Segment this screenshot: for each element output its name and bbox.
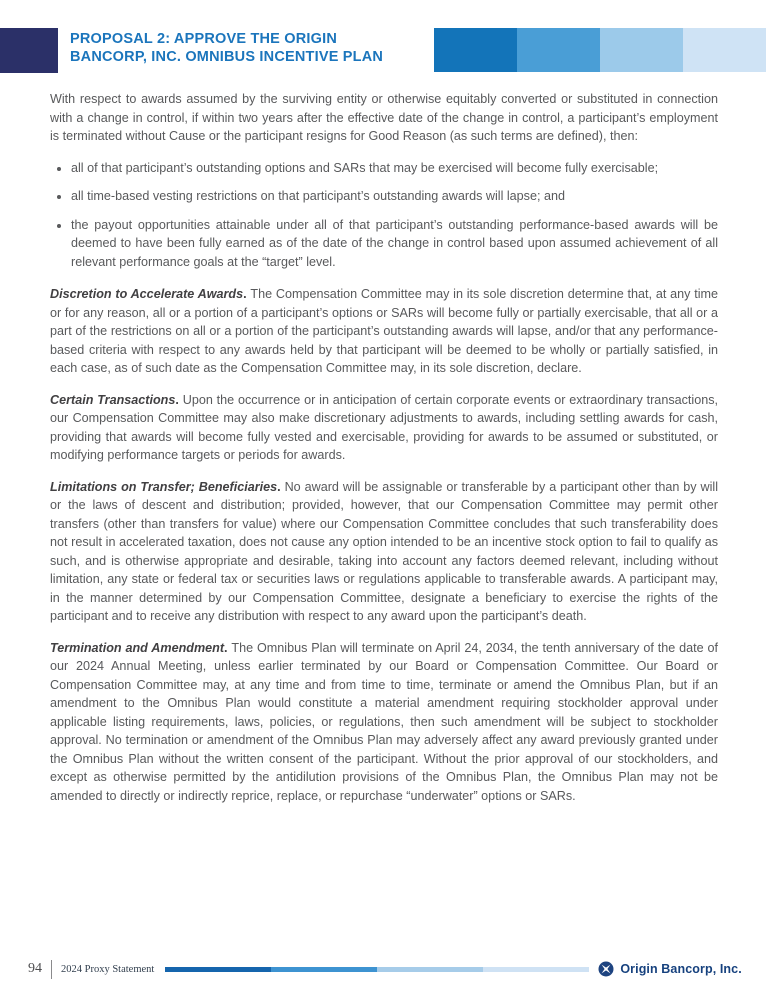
origin-pinwheel-circle-icon xyxy=(598,961,614,977)
paragraph-lead-period: . xyxy=(243,287,251,301)
bullet-text: all of that participant’s outstanding options and SARs that may be exercised will become fully exercisable; xyxy=(71,160,659,175)
paragraph-lead-period: . xyxy=(224,640,232,655)
bullet-text: all time-based vesting restrictions on that participant’s outstanding awards will lapse; and xyxy=(71,189,565,203)
bullet-text: the payout opportunities attainable under all of that participant’s outstanding performance-based awards will be deemed to have been fully earned as of the date of the change in control based upon assumed achievement of all relevant performance goals at the “target” level. xyxy=(71,217,718,269)
page-number: 94 xyxy=(28,961,42,976)
footer-bar-segment-2 xyxy=(271,967,377,972)
paragraph-lead: Discretion to Accelerate Awards xyxy=(50,287,244,301)
page-footer xyxy=(0,957,768,981)
body-paragraph: Limitations on Transfer; Beneficiaries. No award will be assignable or transferable by a participant other than by will or the laws of descent and distribution; provided, however, that our Compensation Committee may permit other transfers (other than transfers for value) where our Compensation Committee concludes that such transferability does not result in accelerated taxation, does not cause any option intended to be an incentive stock option to fail to qualify as such, and is otherwise appropriate and desirable, taking into account any factors deemed relevant, including without limitation, any state or federal tax or securities laws or regulations applicable to transferable awards. A participant may, in the manner determined by our Compensation Committee, designate a beneficiary to exercise the rights of the participant and to receive any distribution with respect to any award upon the participant’s death. xyxy=(50,479,718,623)
paragraph-lead-period: . xyxy=(175,392,183,407)
bullet-dot-icon xyxy=(57,195,61,199)
body-paragraph: Discretion to Accelerate Awards. The Compensation Committee may in its sole discretion determine that, at any time or for any reason, all or a portion of a participant’s options or SARs will become fully or partially exercisable, that all or a part of the restrictions on all or a portion of the participant’s outstanding awards will lapse, and/or that any performance-based criteria with respect to any awards held by that participant will be deemed to be wholly or partially satisfied, in each case, as of such date as the Compensation Committee may, in its sole discretion, declare. xyxy=(50,287,719,375)
document-body xyxy=(50,90,718,818)
doc-label: 2024 Proxy Statement xyxy=(61,963,155,975)
page-title-line1: PROPOSAL 2: APPROVE THE ORIGIN xyxy=(70,31,338,47)
header-accent-segment-2 xyxy=(517,28,600,72)
paragraph-lead: Certain Transactions xyxy=(50,392,176,407)
bullet-dot-icon xyxy=(57,224,61,228)
header-accent-segment-3 xyxy=(600,28,683,72)
header-accent-bar xyxy=(434,28,766,72)
header-accent-segment-4 xyxy=(683,28,766,72)
bullet-dot-icon xyxy=(57,167,61,171)
bullet-list xyxy=(50,159,718,272)
header-accent-segment-1 xyxy=(434,28,517,72)
paragraph-lead: Limitations on Transfer; Beneficiaries xyxy=(50,479,278,494)
body-paragraph: Termination and Amendment. The Omnibus Plan will terminate on April 24, 2034, the tenth anniversary of the date of our 2024 Annual Meeting, unless earlier terminated by our Board or Compensation Committee. Our Board or Compensation Committee may, at any time and from time to time, terminate or amend the Omnibus Plan, but if an amendment to the Omnibus Plan would constitute a material amendment requiring stockholder approval under applicable listing requirements, laws, policies, or regulations, then such amendment will be subject to stockholder approval. No termination or amendment of the Omnibus Plan may adversely affect any award previously granted under the Omnibus Plan without the written consent of the participant. Without the prior approval of our stockholders, and except as otherwise permitted by the antidilution provisions of the Omnibus Plan, the Omnibus Plan may not be amended to directly or indirectly reprice, replace, or repurchase “underwater” options or SARs. xyxy=(50,640,718,803)
footer-divider xyxy=(51,960,52,979)
page-title-line2: BANCORP, INC. OMNIBUS INCENTIVE PLAN xyxy=(70,48,384,65)
paragraph-lead: Termination and Amendment xyxy=(50,640,225,655)
page-header xyxy=(0,28,768,73)
header-accent-left-block xyxy=(0,28,58,73)
footer-gradient-bar xyxy=(165,967,589,972)
brand-name: Origin Bancorp, Inc. xyxy=(620,962,742,976)
intro-paragraph: With respect to awards assumed by the surviving entity or otherwise equitably converted or substituted in connection with a change in control, if within two years after the effective date of the change in control, a participant’s employment is terminated without Cause or the participant resigns for Good Reason (as such terms are defined), then: xyxy=(50,92,718,143)
footer-bar-segment-3 xyxy=(377,967,483,972)
bullet-item xyxy=(50,187,718,206)
bullet-item xyxy=(50,216,718,272)
paragraph-lead-period: . xyxy=(277,479,285,494)
paragraphs xyxy=(50,285,718,805)
footer-bar-segment-1 xyxy=(165,967,271,972)
body-paragraph: Certain Transactions. Upon the occurrence or in anticipation of certain corporate events or extraordinary transactions, our Compensation Committee may also make discretionary adjustments to awards, including settling awards for cash, providing that awards will become fully vested and exercisable, providing for awards to be assumed or substituted, or modifying performance targets or periods for awards. xyxy=(50,392,719,462)
bullet-item xyxy=(50,159,718,178)
footer-bar-segment-4 xyxy=(483,967,589,972)
page-title xyxy=(70,31,430,66)
